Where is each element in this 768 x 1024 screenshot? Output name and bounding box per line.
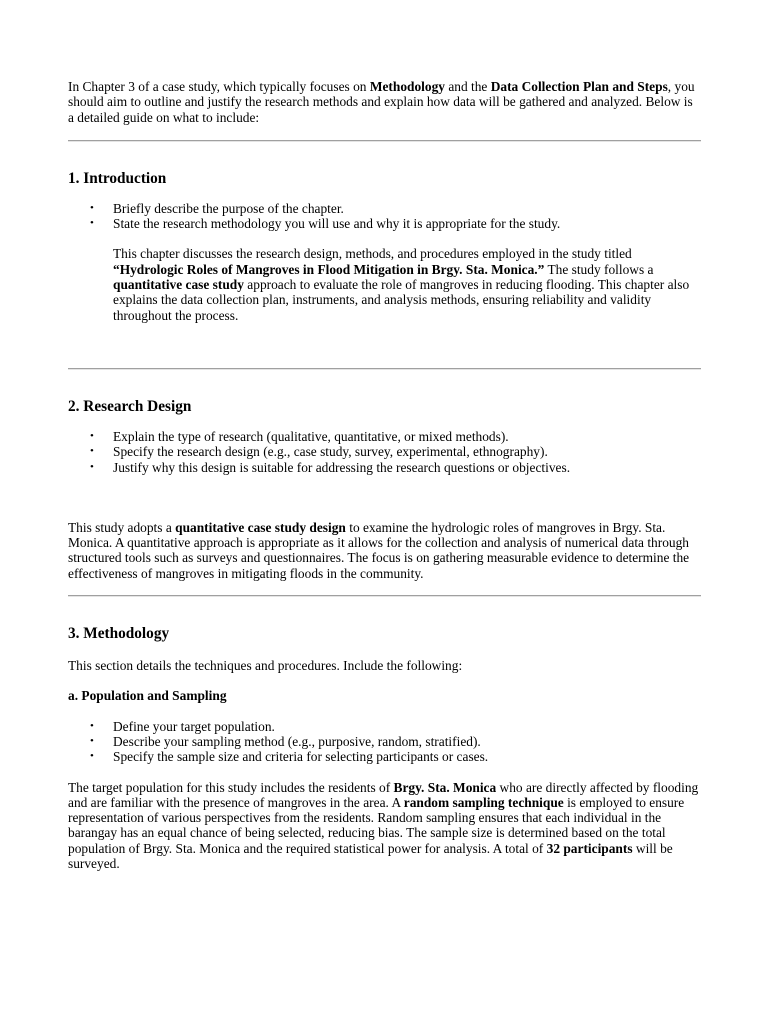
s1-text-2: The study follows a [544, 261, 654, 277]
bullet-icon: • [90, 429, 94, 442]
s3-text-3: is employed to ensure representation of various perspectives from the residents. Random sampling ensures that each individual in the barangay has an equal chance of being selected, reducing bias. The sample size is determined based on the total population of Brgy. Sta. Monica and the required statistical power for analysis. A total of [68, 794, 685, 856]
list-item-text: Define your target population. [113, 718, 275, 734]
bullet-icon: • [90, 217, 94, 230]
list-item-text: Justify why this design is suitable for addressing the research questions or objectives. [113, 459, 571, 475]
section-1-heading: 1. Introduction [68, 169, 167, 187]
section-3-heading: 3. Methodology [68, 625, 170, 643]
list-item [90, 428, 701, 444]
list-item [90, 733, 701, 749]
section-3-lead: This section details the techniques and procedures. Include the following: [68, 658, 463, 674]
divider-1 [68, 140, 701, 142]
divider-3 [68, 595, 701, 597]
s3-bold-location: Brgy. Sta. Monica [393, 779, 497, 795]
bullet-icon: • [90, 445, 94, 458]
list-item [90, 200, 701, 216]
list-item [90, 459, 701, 475]
s3-text-2: who are directly affected by flooding and are familiar with the presence of mangroves in the area. A [68, 779, 699, 810]
intro-text-2: and the [444, 79, 491, 94]
s2-text-2: to examine the hydrologic roles of mangroves in Brgy. Sta. Monica. A quantitative approach is appropriate as it allows for the collection and analysis of numerical data through structured tools such as surveys and questionnaires. The focus is on gathering measurable evidence to determine the effectiveness of mangroves in mitigating floods in the community. [68, 519, 690, 581]
s2-bold-design: quantitative case study design [175, 519, 346, 535]
s2-text-1: This study adopts a [68, 519, 176, 535]
s1-text-3: approach to evaluate the role of mangroves in reducing flooding. This chapter also explains the data collection plan, instruments, and analysis methods, ensuring reliability and validity throughout the process. [113, 277, 690, 323]
list-item [90, 718, 701, 734]
bullet-icon: • [90, 734, 94, 747]
list-item [90, 216, 701, 232]
list-item-text: Specify the research design (e.g., case study, survey, experimental, ethnography). [113, 444, 548, 460]
intro-bold-data-collection: Data Collection Plan and Steps [490, 79, 668, 94]
bullet-icon: • [90, 201, 94, 214]
subsection-a-bullet-list [68, 719, 701, 765]
section-2-bullet-list [68, 429, 701, 475]
list-item-text: Specify the sample size and criteria for selecting participants or cases. [113, 749, 489, 765]
divider-2 [68, 368, 701, 370]
intro-paragraph [68, 79, 701, 125]
bullet-icon: • [90, 719, 94, 732]
s1-bold-approach: quantitative case study [113, 277, 244, 293]
list-item [90, 749, 701, 765]
list-item-text: Briefly describe the purpose of the chapter. [113, 200, 344, 216]
section-1-bullet-list [68, 201, 701, 232]
list-item-text: Explain the type of research (qualitative, quantitative, or mixed methods). [113, 428, 509, 444]
s3-text-4: will be surveyed. [68, 840, 673, 872]
list-item-text: State the research methodology you will use and why it is appropriate for the study. [113, 216, 561, 232]
section-2-sample-paragraph [68, 520, 701, 581]
intro-bold-methodology: Methodology [369, 79, 445, 94]
bullet-icon: • [90, 460, 94, 473]
subsection-a-heading: a. Population and Sampling [68, 688, 227, 704]
s1-text-1: This chapter discusses the research design, methods, and procedures employed in the study titled [113, 246, 632, 262]
s3-text-1: The target population for this study includes the residents of [68, 779, 394, 795]
intro-text-3: , you should aim to outline and justify the research methods and explain how data will be gathered and analyzed. Below is a detailed guide on what to include: [68, 79, 695, 125]
section-1-sample-paragraph [68, 246, 701, 322]
bullet-icon: • [90, 750, 94, 763]
list-item [90, 444, 701, 460]
s1-bold-title: “Hydrologic Roles of Mangroves in Flood Mitigation in Brgy. Sta. Monica.” [113, 261, 545, 277]
intro-text-1: In Chapter 3 of a case study, which typically focuses on [68, 79, 370, 94]
s3-bold-participants: 32 participants [546, 840, 633, 856]
s3-bold-technique: random sampling technique [403, 794, 564, 810]
subsection-a-sample-paragraph [68, 780, 701, 872]
list-item-text: Describe your sampling method (e.g., purposive, random, stratified). [113, 733, 481, 749]
section-2-heading: 2. Research Design [68, 397, 192, 415]
document-page [68, 79, 701, 871]
